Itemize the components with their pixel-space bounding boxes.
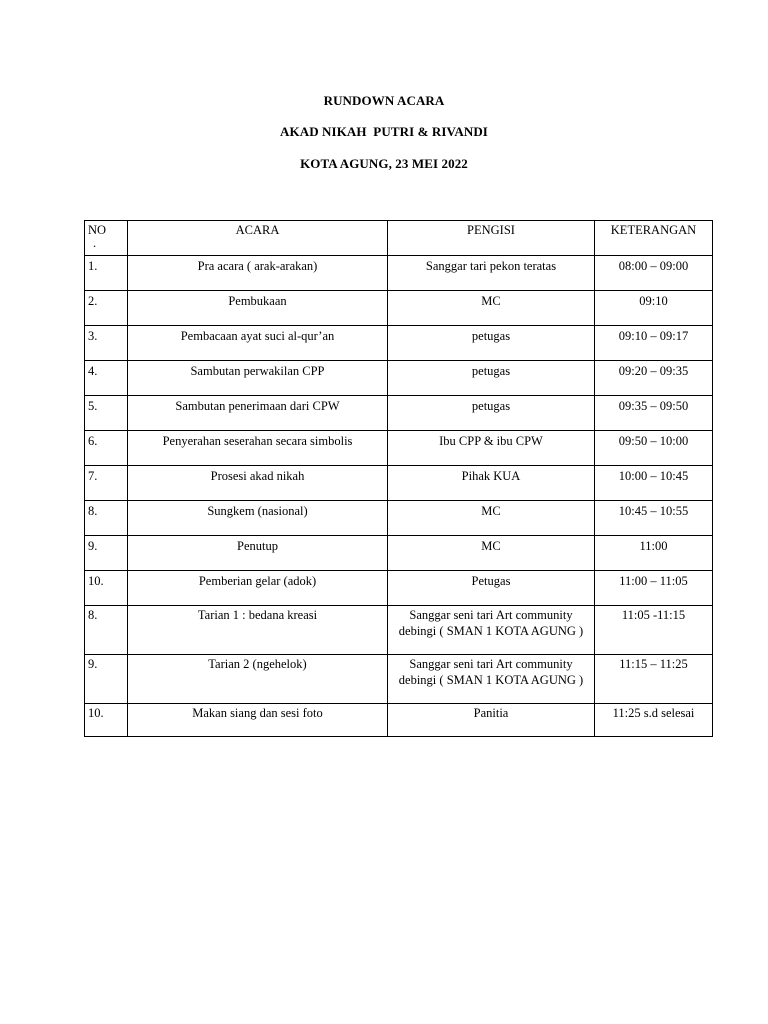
header-keterangan: KETERANGAN	[595, 221, 713, 256]
row-pengisi: MC	[388, 501, 595, 536]
header-pengisi: PENGISI	[388, 221, 595, 256]
table-row	[85, 655, 713, 704]
row-keterangan: 10:00 – 10:45	[595, 466, 713, 501]
row-keterangan: 09:50 – 10:00	[595, 431, 713, 466]
row-acara: Pra acara ( arak-arakan)	[128, 256, 388, 291]
row-acara: Pemberian gelar (adok)	[128, 571, 388, 606]
header-no-label: NO	[88, 223, 107, 237]
table-row	[85, 704, 713, 737]
row-acara: Tarian 1 : bedana kreasi	[128, 606, 388, 655]
rundown-table	[84, 220, 713, 737]
row-no: 5.	[85, 396, 128, 431]
table-row	[85, 606, 713, 655]
row-keterangan: 11:15 – 11:25	[595, 655, 713, 704]
row-keterangan: 09:35 – 09:50	[595, 396, 713, 431]
row-keterangan: 09:10 – 09:17	[595, 326, 713, 361]
row-pengisi: MC	[388, 536, 595, 571]
row-keterangan: 11:25 s.d selesai	[595, 704, 713, 737]
table-row	[85, 501, 713, 536]
row-keterangan: 09:10	[595, 291, 713, 326]
row-acara: Sambutan penerimaan dari CPW	[128, 396, 388, 431]
row-no: 8.	[85, 501, 128, 536]
row-keterangan: 11:00 – 11:05	[595, 571, 713, 606]
row-keterangan: 11:00	[595, 536, 713, 571]
row-no: 3.	[85, 326, 128, 361]
row-no: 4.	[85, 361, 128, 396]
row-pengisi: Petugas	[388, 571, 595, 606]
table-row	[85, 361, 713, 396]
row-no: 1.	[85, 256, 128, 291]
row-acara: Penyerahan seserahan secara simbolis	[128, 431, 388, 466]
table-row	[85, 536, 713, 571]
document-title: RUNDOWN ACARA	[323, 93, 445, 108]
row-pengisi: Panitia	[388, 704, 595, 737]
table-header-row	[85, 221, 713, 256]
row-pengisi: MC	[388, 291, 595, 326]
row-pengisi: petugas	[388, 326, 595, 361]
header-acara: ACARA	[128, 221, 388, 256]
row-pengisi: Sanggar seni tari Art community debingi ( SMAN 1 KOTA AGUNG )	[388, 655, 595, 704]
row-no: 9.	[85, 536, 128, 571]
row-no: 10.	[85, 704, 128, 737]
table-row	[85, 431, 713, 466]
document-subtitle: AKAD NIKAH PUTRI & RIVANDI	[280, 124, 488, 139]
row-pengisi: Ibu CPP & ibu CPW	[388, 431, 595, 466]
row-acara: Penutup	[128, 536, 388, 571]
row-pengisi: Pihak KUA	[388, 466, 595, 501]
table-row	[85, 291, 713, 326]
header-no-dot: .	[93, 236, 97, 250]
row-no: 2.	[85, 291, 128, 326]
header-no	[85, 221, 128, 256]
row-no: 6.	[85, 431, 128, 466]
row-no: 10.	[85, 571, 128, 606]
table-row	[85, 396, 713, 431]
row-no: 8.	[85, 606, 128, 655]
table-row	[85, 326, 713, 361]
row-keterangan: 08:00 – 09:00	[595, 256, 713, 291]
row-pengisi: Sanggar tari pekon teratas	[388, 256, 595, 291]
row-acara: Sambutan perwakilan CPP	[128, 361, 388, 396]
row-acara: Prosesi akad nikah	[128, 466, 388, 501]
row-acara: Sungkem (nasional)	[128, 501, 388, 536]
row-pengisi: Sanggar seni tari Art community debingi ( SMAN 1 KOTA AGUNG )	[388, 606, 595, 655]
row-acara: Tarian 2 (ngehelok)	[128, 655, 388, 704]
row-acara: Makan siang dan sesi foto	[128, 704, 388, 737]
row-pengisi: petugas	[388, 361, 595, 396]
row-keterangan: 09:20 – 09:35	[595, 361, 713, 396]
row-acara: Pembacaan ayat suci al-qur’an	[128, 326, 388, 361]
row-no: 9.	[85, 655, 128, 704]
row-keterangan: 10:45 – 10:55	[595, 501, 713, 536]
table-row	[85, 256, 713, 291]
table-row	[85, 571, 713, 606]
row-keterangan: 11:05 -11:15	[595, 606, 713, 655]
row-no: 7.	[85, 466, 128, 501]
row-acara: Pembukaan	[128, 291, 388, 326]
document-location-date: KOTA AGUNG, 23 MEI 2022	[300, 156, 468, 171]
table-row	[85, 466, 713, 501]
row-pengisi: petugas	[388, 396, 595, 431]
